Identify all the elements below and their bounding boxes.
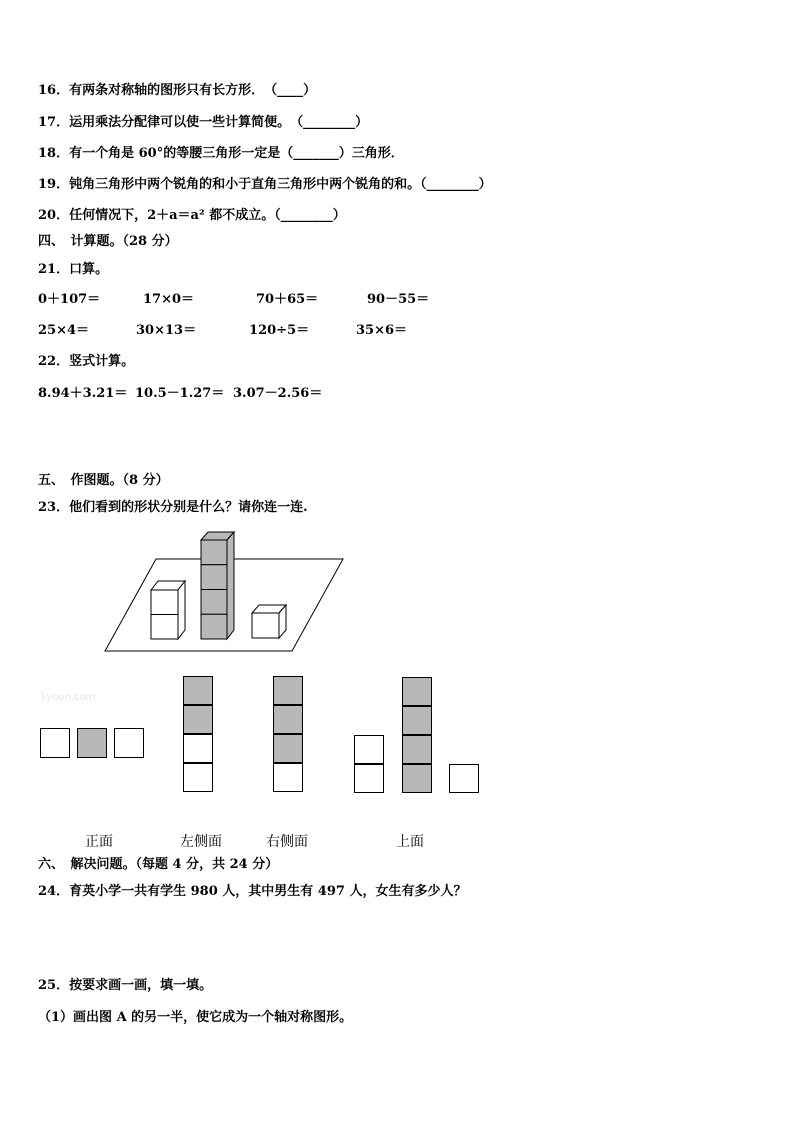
- view-label-right: 右侧面: [266, 834, 308, 850]
- section-6-header: 六、 解决问题。（每题 4 分，共 24 分）: [38, 857, 279, 872]
- view-label-top: 上面: [396, 834, 424, 850]
- oral-calc-7: 120÷5＝: [249, 323, 310, 338]
- view-square-shaded: [183, 705, 213, 734]
- oral-calc-5: 25×4＝: [38, 323, 90, 338]
- view-square-shaded: [402, 706, 432, 735]
- left-cube-stack: [151, 581, 185, 639]
- right-cube: [252, 605, 286, 638]
- question-20: 20．任何情况下，2＋a＝a² 都不成立。（________）: [38, 208, 346, 223]
- question-18: 18．有一个角是 60°的等腰三角形一定是（_______）三角形．: [38, 146, 404, 161]
- view-square-shaded: [273, 676, 303, 705]
- view-square: [114, 728, 144, 758]
- view-label-front: 正面: [85, 834, 113, 850]
- section-4-header: 四、 计算题。（28 分）: [38, 234, 178, 249]
- oral-calc-6: 30×13＝: [136, 323, 197, 338]
- oral-calc-3: 70＋65＝: [256, 292, 319, 307]
- view-square: [183, 763, 213, 792]
- view-square-shaded: [402, 677, 432, 706]
- question-24: 24．育英小学一共有学生 980 人，其中男生有 497 人，女生有多少人？: [38, 884, 467, 899]
- middle-cube-stack: [201, 532, 234, 639]
- view-square: [354, 735, 384, 764]
- question-22: 22．竖式计算。: [38, 354, 135, 369]
- question-25-part-1: （1）画出图 A 的另一半，使它成为一个轴对称图形。: [38, 1010, 353, 1025]
- view-square: [183, 734, 213, 763]
- oral-calc-2: 17×0＝: [143, 292, 195, 307]
- view-label-left: 左侧面: [180, 834, 222, 850]
- section-5-header: 五、 作图题。（8 分）: [38, 473, 169, 488]
- view-square-shaded: [77, 728, 107, 758]
- view-square: [354, 764, 384, 793]
- question-17: 17．运用乘法分配律可以使一些计算简便。 （________）: [38, 115, 369, 130]
- view-square: [449, 764, 479, 793]
- vertical-calc-2: 10.5－1.27＝: [135, 386, 225, 401]
- question-21: 21．口算。: [38, 262, 109, 277]
- oral-calc-4: 90－55＝: [367, 292, 430, 307]
- view-square-shaded: [273, 705, 303, 734]
- view-square: [40, 728, 70, 758]
- question-23: 23．他们看到的形状分别是什么？请你连一连.: [38, 500, 308, 515]
- question-19: 19．钝角三角形中两个锐角的和小于直角三角形中两个锐角的和。（________）: [38, 177, 492, 192]
- oral-calc-8: 35×6＝: [356, 323, 408, 338]
- view-square-shaded: [402, 735, 432, 764]
- view-square: [273, 763, 303, 792]
- vertical-calc-1: 8.94＋3.21＝: [38, 386, 128, 401]
- oral-calc-1: 0＋107＝: [38, 292, 101, 307]
- watermark: 1yoon.com: [40, 692, 96, 703]
- question-25: 25．按要求画一画，填一填。: [38, 978, 213, 993]
- view-square-shaded: [273, 734, 303, 763]
- view-square-shaded: [402, 764, 432, 793]
- view-square-shaded: [183, 676, 213, 705]
- vertical-calc-3: 3.07－2.56＝: [233, 386, 323, 401]
- question-16: 16．有两条对称轴的图形只有长方形． （____）: [38, 83, 317, 98]
